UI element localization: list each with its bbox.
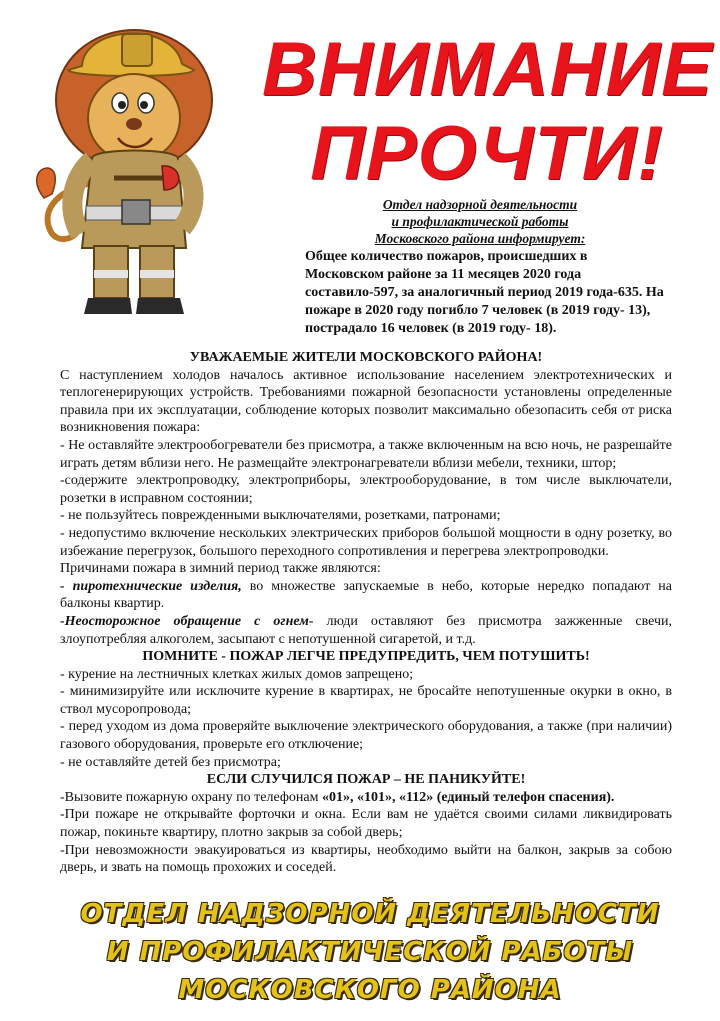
- list-item: - Не оставляйте электрообогреватели без присмотра, а также включенным на всю ночь, не разрешайте играть детям вблизи него. Не размещайте электронагреватели вблизи мебели, техники, штор;: [60, 437, 672, 471]
- emphasis: - пиротехнические изделия,: [60, 578, 242, 594]
- department-line: и профилактической работы: [391, 214, 569, 229]
- fire-statistics: Общее количество пожаров, происшедших в Московском районе за 11 месяцев 2020 года составило-597, за аналогичный период 2019 года-635. На пожаре в 2020 году погибло 7 человек (в 2019 году- 13), пострадало 16 человек (в 2019 году- 18).: [305, 249, 664, 336]
- department-line: Отдел надзорной деятельности: [382, 197, 578, 212]
- footer-department-banner: [60, 895, 680, 1009]
- list-item: - не оставляйте детей без присмотра;: [60, 754, 281, 770]
- text: -Вызовите пожарную охрану по телефонам: [60, 789, 322, 805]
- list-item: - курение на лестничных клетках жилых домов запрещено;: [60, 666, 414, 682]
- list-item: [60, 613, 672, 648]
- list-item: [60, 578, 672, 613]
- list-item: - не пользуйтесь поврежденными выключателями, розетками, патронами;: [60, 508, 501, 524]
- text: люди оставляют без присмотра зажженные свечи, злоупотребляя алкоголем, засыпают с непотушенной сигаретой, и т.д.: [60, 613, 672, 647]
- paragraph: Причинами пожара в зимний период также являются:: [60, 561, 381, 577]
- emphasis: -Неосторожное обращение с огнем-: [60, 613, 314, 629]
- headline-attention: ВНИМАНИЕ: [262, 27, 713, 112]
- lion-firefighter-mascot: [22, 8, 227, 318]
- list-item: -При невозможности эвакуироваться из квартиры, необходимо выйти на балкон, закрыв за собою дверь, и звать на помощь прохожих и соседей.: [60, 842, 672, 876]
- list-item: [60, 789, 672, 807]
- text: во множестве запускаемые в небо, которые нередко попадают на балконы квартир.: [60, 578, 672, 612]
- list-item: -При пожаре не открывайте форточки и окна. Если вам не удаётся своими силами ликвидировать пожар, покиньте квартиру, плотно закрыв за собой дверь;: [60, 807, 672, 841]
- section-heading: ЕСЛИ СЛУЧИЛСЯ ПОЖАР – НЕ ПАНИКУЙТЕ!: [206, 772, 526, 788]
- list-item: - недопустимо включение нескольких электрических приборов большой мощности в одну розетку, во избежание перегрузок, большого переходного сопротивления и перегрева электропроводки.: [60, 525, 672, 559]
- section-heading: УВАЖАЕМЫЕ ЖИТЕЛИ МОСКОВСКОГО РАЙОНА!: [189, 350, 543, 365]
- department-info-header: [330, 196, 630, 247]
- section-heading: ПОМНИТЕ - ПОЖАР ЛЕГЧЕ ПРЕДУПРЕДИТЬ, ЧЕМ ПОТУШИТЬ!: [142, 649, 590, 665]
- footer-line: МОСКОВСКОГО РАЙОНА: [178, 975, 562, 1005]
- paragraph: С наступлением холодов началось активное использование населением электротехнических и теплогенерирующих устройств. Требованиями пожарной безопасности установлены определенные правила при их эксплуатации, соблюдение которых позволит максимально обезопасить себя от риска возникновения пожара:: [60, 367, 672, 436]
- list-item: -содержите электропроводку, электроприборы, электрооборудование, в том числе выключатели, розетки в исправном состоянии;: [60, 473, 672, 506]
- footer-line: И ПРОФИЛАКТИЧЕСКОЙ РАБОТЫ: [106, 937, 634, 967]
- list-item: - перед уходом из дома проверяйте выключение электрического оборудования, а также (при наличии) газового оборудования, проверьте его отключение;: [60, 719, 672, 753]
- emergency-phones: «01», «101», «112» (единый телефон спасения).: [321, 789, 615, 805]
- headline-read: ПРОЧТИ!: [310, 111, 664, 196]
- footer-line: ОТДЕЛ НАДЗОРНОЙ ДЕЯТЕЛЬНОСТИ: [80, 899, 660, 929]
- notice-body: [60, 349, 672, 877]
- list-item: - минимизируйте или исключите курение в квартирах, не бросайте непотушенные окурки в окно, в ствол мусоропровода;: [60, 684, 672, 717]
- department-line: Московского района информирует:: [374, 231, 586, 246]
